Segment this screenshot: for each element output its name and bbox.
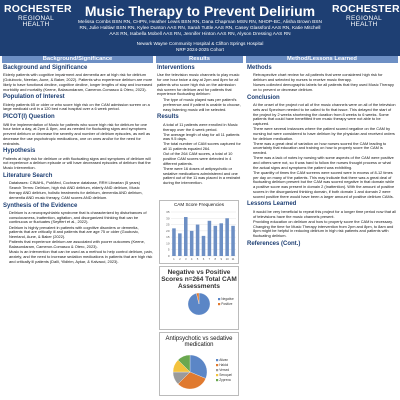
- list-item: • Changing the time for Music Therapy intervention from 2pm and 8pm, to 8am and 8pm might be helpful in reducing delirium in high risk patients and patients with fluctuating delirium.: [253, 225, 397, 239]
- lessons-list: [253, 210, 397, 239]
- list-item: • There was a great deal of variation on how nurses scored the CAM leading to uncertainty that education and training on how to properly score the CAM is needed.: [253, 142, 397, 156]
- affiliation: Newark Wayne Community Hospital & Clifton Springs Hospital: [136, 41, 264, 46]
- logo-left-sub: REGIONAL HEALTH: [18, 14, 54, 28]
- pie1-chart: [160, 290, 238, 318]
- list-item: • Delirium is a neuropsychiatric syndrome that is characterized by disturbances of consciousness, inattention, agitation, and disorganized thinking that can be continuous or fluctuates (Seyffert et al., 2022).: [9, 211, 153, 225]
- bar: [196, 225, 200, 256]
- population-heading: Population of Interest: [3, 94, 65, 101]
- y-tick-label: 5: [167, 247, 170, 252]
- methods-list: [253, 73, 397, 92]
- list-item: • Providing education on delirium and how to properly score the CAM is necessary.: [253, 220, 397, 225]
- x-tick-label: 9: [220, 257, 223, 261]
- results-heading: Results: [157, 114, 179, 121]
- list-item: • There was a lack of notes by nursing with some aspects of the CAM were positive and others were not, so it was hard to follow the nurses thought process or what the actual signs and symptoms the patient was exhibiting.: [253, 156, 397, 170]
- pie1-title: Negative vs Positive Scores n=264 Total CAM Assessments: [161, 269, 237, 291]
- bar: [184, 217, 188, 256]
- list-item: • Nurses collected demographic labels for all patients that they used Music Therapy on to prevent or decrease delirium.: [253, 83, 397, 93]
- literature-heading: Literature Search: [3, 172, 53, 179]
- middle-column-text: [157, 63, 242, 197]
- legend-label: Negative: [221, 297, 234, 302]
- x-tick-label: 10: [225, 257, 229, 261]
- legend-swatch: [216, 379, 218, 381]
- bar: [231, 226, 235, 256]
- x-tick-label: 1: [173, 257, 175, 261]
- y-tick-label: 35: [166, 210, 170, 214]
- synthesis-heading: Synthesis of the Evidence: [3, 202, 78, 209]
- interventions-heading: Interventions: [157, 65, 195, 71]
- bar: [172, 228, 176, 256]
- list-item: • There were 16 doses of antipsychotic or sedative medications administered and one patient out of the 11 was placed in a restraint during the intervention.: [163, 167, 242, 186]
- bar-chart: [160, 208, 238, 262]
- list-item: • Databases: CINAHL, PubMed, Cochrane database, RRH Librarian (5 years): [9, 181, 153, 186]
- list-item: • Music is an intervention that can be used as a method to help control delirium, pain, anxiety, and the need to increase sedation medications in patients that are high risk and critically ill patients (Dalli, Yildirim, Aykar, & Kalvacci, 2023).: [9, 250, 153, 264]
- list-item: • Out of the 264 CAM scores, a total of 10 positive CAM scores were detected in 4 different patients.: [163, 152, 242, 166]
- lessons-heading: Lessons Learned: [247, 201, 297, 208]
- bar: [214, 226, 218, 256]
- logo-right-name: ROCHESTER: [332, 3, 400, 15]
- picot-heading: PICOT(I) Question: [3, 114, 55, 121]
- bar: [178, 233, 182, 256]
- list-item: • A total of 11 patients were enrolled in Music therapy over the 6 week period.: [163, 123, 242, 133]
- y-tick-label: 10: [166, 241, 170, 246]
- y-tick-label: 0: [167, 254, 170, 258]
- list-item: • The quantity of times the CAM screens were scored were in excess of 8-12 times per day on many of the patients. This may indicate that there was a great deal of fluctuating delirium present but the CAM was scored negative in that domain while a positive score was present in domain 2 (Inattention). With the amount of positive scores in the disorganized thinking domain, if both domain 1 and domain 2 were scored positive there would have been a larger amount of positive delirium CAMs.: [253, 171, 397, 200]
- legend-swatch: [216, 369, 218, 371]
- legend-label: Seroquel: [219, 373, 232, 378]
- legend-swatch: [216, 374, 218, 376]
- x-tick-label: 7: [208, 257, 211, 261]
- list-item: • It would be very beneficial to repeat this project for a longer time period now that all of televisions have the music channels present.: [253, 210, 397, 220]
- poster-header: [0, 0, 400, 56]
- legend-label: Ativan: [219, 358, 229, 363]
- y-tick-label: 15: [166, 235, 170, 240]
- interventions-list: [163, 98, 242, 112]
- list-item: • Patients that experience delirium are associated with poorer outcomes (Keene, Balasundaram, Cameron-Comasco & Otero, 2023).: [9, 240, 153, 250]
- logo-left: [4, 3, 72, 29]
- x-tick-label: 6: [202, 257, 205, 261]
- hypothesis-heading: Hypothesis: [3, 148, 36, 155]
- logo-left-name: ROCHESTER: [4, 3, 72, 15]
- bar-chart-panel: [159, 200, 239, 264]
- pie1-panel: [159, 266, 239, 330]
- pie2-panel: [159, 332, 239, 396]
- legend-label: Positive: [221, 302, 233, 307]
- y-tick-label: 20: [166, 228, 170, 233]
- bar: [202, 236, 206, 256]
- x-tick-label: 4: [190, 257, 193, 261]
- literature-list: [9, 181, 153, 200]
- legend-swatch: [218, 303, 220, 305]
- legend-label: Versed: [219, 368, 230, 373]
- list-item: • There were several instances where the patient scored negative on the CAM by nursing but were considered to have delirium by the physician and received orders for delirium medication.: [253, 127, 397, 141]
- list-item: • Delirium is highly prevalent in patients with cognitive disorders or dementia, patients that are critically ill and patients that are age 75 or older (Goubovic, Neerland, Aune, & Baker (2022).: [9, 226, 153, 240]
- x-tick-label: 8: [214, 257, 217, 261]
- x-tick-label: 3: [184, 257, 187, 261]
- y-tick-label: 25: [166, 222, 170, 227]
- logo-right: [332, 3, 400, 29]
- pie2-title: Antipsychotic vs sedative medication: [165, 336, 233, 348]
- affiliation-block: [76, 41, 324, 52]
- results-list: [163, 123, 242, 186]
- bar-chart-title: CAM Score Frequencies: [173, 202, 225, 207]
- x-tick-label: 5: [196, 257, 199, 261]
- section-header-middle: Results: [156, 56, 243, 63]
- conclusion-list: [253, 103, 397, 200]
- poster-title: Music Therapy to Prevent Delirium: [84, 3, 316, 19]
- bar: [225, 218, 229, 256]
- synthesis-list: [9, 211, 153, 264]
- list-item: • At the onset of the project not all of the music channels were on all of the television sets and Spectrum needed to be called to fix that issue. This delayed the start of the project by 2 weeks shortening the duration from 8 weeks to 6 weeks. Some patients that could have benefitted from music therapy were not able to be captured.: [253, 103, 397, 127]
- background-text: Elderly patients with cognitive impairment and dementia are at high risk for delirium (Golubovic, Neerlan, Aune, & Baker, 2022). Patients who experience delirium are more likely to have functional decline, cognitive decline, longer lengths of stay and increased morbidity and mortality (Keene, Balasundaram, Cameron-Comasco & Otero, 2023).: [3, 72, 153, 92]
- picot-text: Will the implementation of Music for patients who score high risk for delirium for one hour twice a day, at 2pm & 8pm, and as needed for fluctuating signs and symptoms prevent delirium or decrease the severity and number of delirium episodes, as well as decrease the use psychotropic medications, one on ones and/or for the need for restraints.: [3, 121, 151, 146]
- list-item: • The average length of stay for all 11 patients was 9.5 days.: [163, 133, 242, 143]
- list-item: • The total number of CAM scores captured for all 11 patients equaled 264.: [163, 142, 242, 152]
- hypothesis-text: Patients at high risk for delirium or with fluctuating signs and symptoms of delirium will not experience a delirium episode or will have decreased episodes of delirium that the Music Intervention.: [3, 155, 151, 171]
- y-tick-label: 30: [166, 216, 170, 221]
- population-text: Elderly patients 65 or older or who score high risk on the CAM admission screen on a large medicaid unit in a 120 bed rural hospital over a 6 week period.: [3, 101, 150, 112]
- bar: [190, 231, 194, 256]
- methods-heading: Methods: [247, 65, 272, 71]
- cohort: NRP 2024-2025 Cohort: [176, 46, 224, 52]
- legend-label: Haldol: [219, 363, 229, 368]
- interventions-text: Use the television music channels to play music for one hour twice a day at 2pm and 8pm for all patients who score high risk on the admission risk screen for delirium and for patients that experience fluctuating delirium:: [157, 72, 240, 97]
- bar: [208, 221, 212, 256]
- legend-swatch: [216, 364, 218, 366]
- logo-right-sub: REGIONAL HEALTH: [346, 14, 382, 28]
- authors: Melissa Combs BSN RN, CHPN, Heather Lewis BSN RN, Dana Chapman MSN RN, NHDP-BC, Alisha Brown BSN RN, Julie Haltiwr BSN RN, Kylee Dunton AAS RN, Sarah Tuttle AAS RN, Casey Glassford AAS RN, Katie Mitchell AAS RN, Isabella Mobell AAS RN, Jennifer Hinton AAS RN, Alyson Dressing AAS RN: [78, 20, 322, 37]
- x-tick-label: 2: [179, 257, 181, 261]
- left-column: [3, 63, 153, 399]
- legend-swatch: [216, 359, 218, 361]
- section-header-right: Method/Lessons Learned: [246, 56, 398, 63]
- x-tick-label: 11: [231, 257, 235, 261]
- right-column: [247, 63, 397, 399]
- legend-swatch: [218, 298, 220, 300]
- references-heading: References (Cont.): [247, 240, 301, 247]
- conclusion-heading: Conclusion: [247, 94, 280, 101]
- pie2-chart: [160, 349, 238, 395]
- list-item: • Retrospective chart review for all patients that were considered high risk for delirium and selected by nurses to receive music therapy.: [253, 73, 397, 83]
- list-item: • The type of music played was per patient's preference and if patient is unable to choose, easy listening music will be selected.: [163, 98, 242, 112]
- list-item: • Search Terms: Delirium, high risk AND delirium, elderly AND delirium, Music therapy AND delirium, holistic treatments for delirium, dementia AND delirium, dementia AND music therapy, CAM scores AND delirium.: [9, 186, 153, 200]
- legend-label: Zyprexa: [219, 378, 231, 383]
- background-heading: Background and Significance: [3, 65, 88, 71]
- bar: [219, 223, 223, 256]
- section-header-left: Background/Significance: [2, 56, 153, 63]
